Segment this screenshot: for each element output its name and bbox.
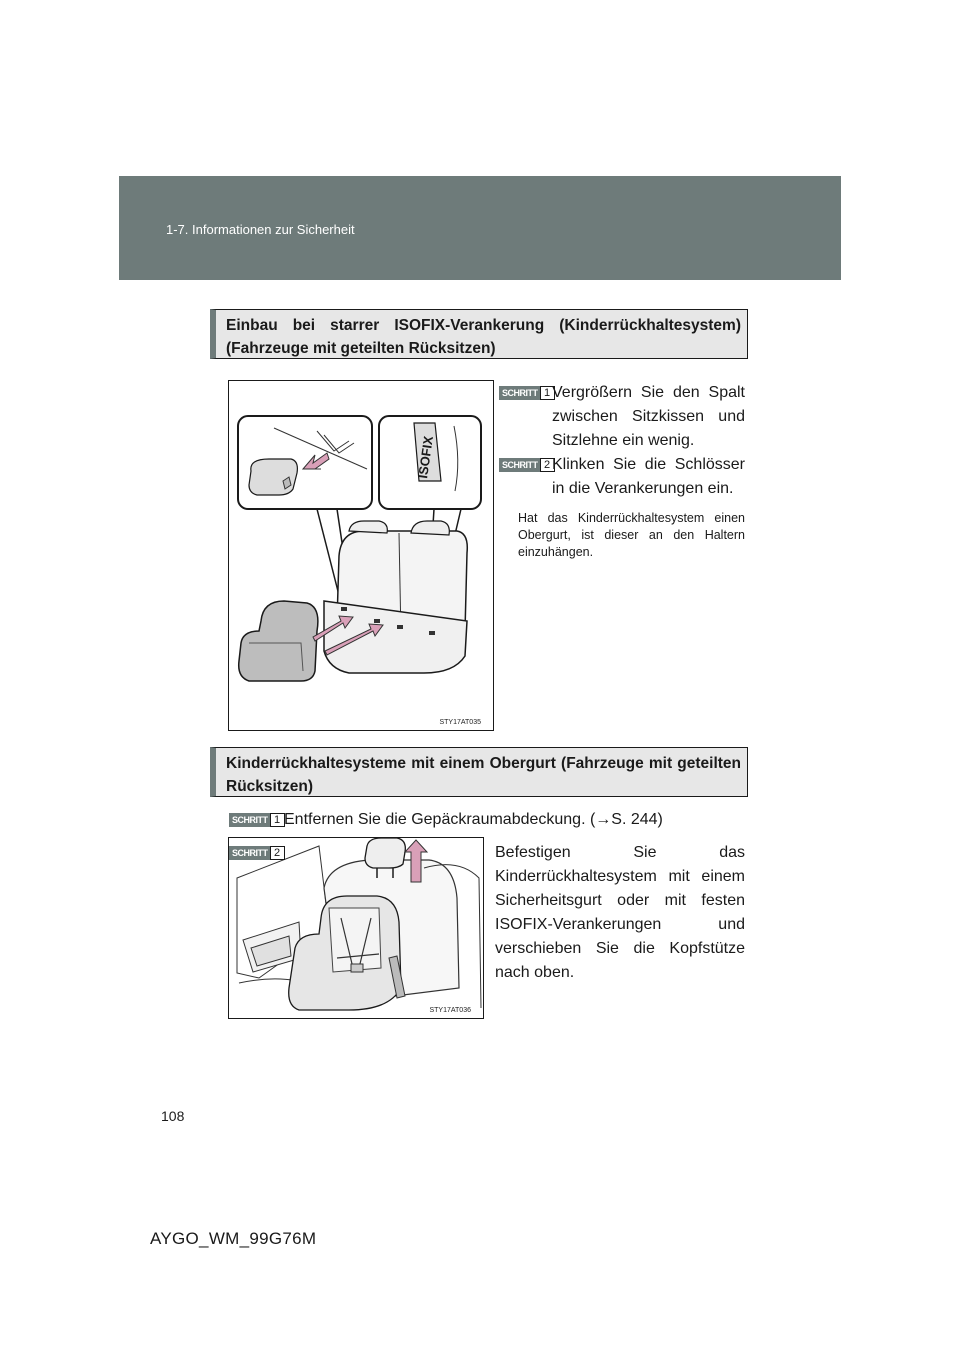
step-badge-4: SCHRITT 2 [229,846,285,860]
step-badge-1: SCHRITT 1 [499,386,555,400]
page-number: 108 [161,1108,185,1124]
header-title: 1-7. Informationen zur Sicherheit [166,222,355,237]
figure-code-2: STY17AT036 [429,1007,471,1014]
note-text: Hat das Kinderrückhaltesystem einen Obergurt, ist dieser an den Haltern einzuhängen. [518,511,745,559]
step-badge-2: SCHRITT 2 [499,458,555,472]
step4-text: Befestigen Sie das Kinderrückhaltesystem mit einem Sicherheitsgurt oder mit festen ISOFIX-Verankerungen und verschieben Sie die Kopfstütze nach oben. [495,844,745,981]
figure-top-tether [228,837,484,1019]
step1-text: Vergrößern Sie den Spalt zwischen Sitzkissen und Sitzlehne ein wenig. [552,384,745,449]
step3-text: Entfernen Sie die Gepäckraumabdeckung. (→S. 244) [284,811,663,828]
isofix-label: ISOFIX [415,435,436,480]
section-heading-isofix: Einbau bei starrer ISOFIX-Verankerung (Kinderrückhaltesystem) (Fahrzeuge mit geteilten Rücksitzen) [210,309,748,359]
top-tether-illustration [229,838,483,1018]
step2-text: Klinken Sie die Schlösser in die Verankerungen ein. [552,456,745,497]
figure-isofix-installation [228,380,494,731]
document-code: AYGO_WM_99G76M [150,1229,317,1248]
section-heading-top-tether: Kinderrückhaltesysteme mit einem Obergurt (Fahrzeuge mit geteilten Rücksitzen) [210,747,748,797]
step-badge-3: SCHRITT 1 [229,813,285,827]
figure-code: STY17AT035 [439,719,481,726]
isofix-illustration [229,381,493,730]
